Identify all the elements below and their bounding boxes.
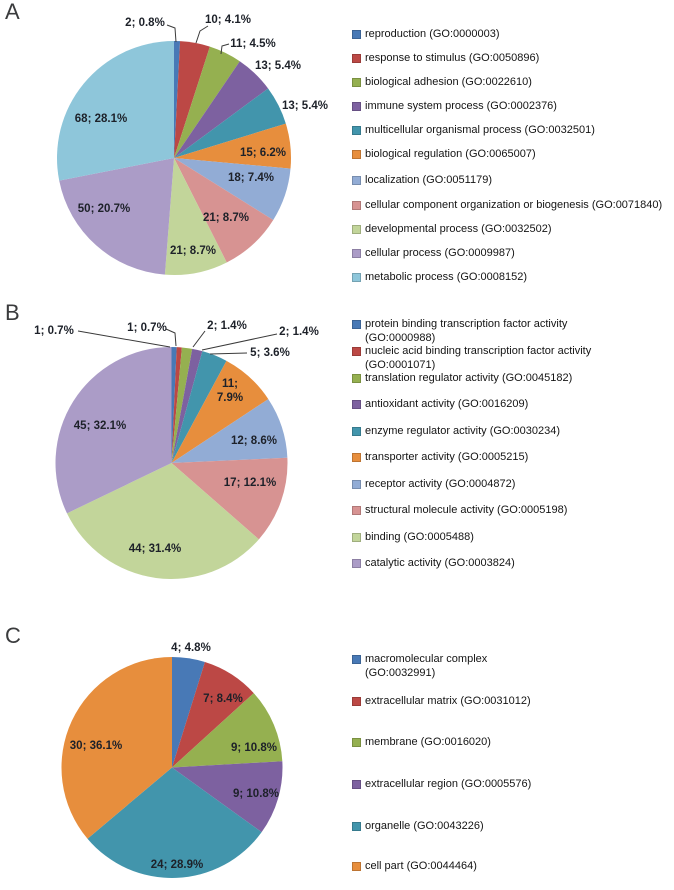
legend-swatch-a-6 [352, 176, 361, 185]
legend-label-b-0: protein binding transcription factor activity (GO:0000988) [365, 318, 568, 344]
legend-swatch-a-10 [352, 273, 361, 282]
legend-label-a-9: cellular process (GO:0009987) [365, 247, 515, 259]
legend-a [0, 0, 674, 300]
legend-item-b-0 [352, 317, 567, 345]
legend-item-c-0 [352, 652, 487, 680]
data-label-c-5: 30; 36.1% [69, 740, 123, 752]
data-label-a-8: 21; 8.7% [169, 245, 217, 257]
data-label-b-9: 45; 32.1% [73, 420, 127, 432]
legend-label-b-8: binding (GO:0005488) [365, 531, 474, 543]
legend-swatch-a-8 [352, 225, 361, 234]
legend-label-c-1: extracellular matrix (GO:0031012) [365, 695, 531, 707]
panel-b [0, 300, 674, 600]
data-label-c-2: 9; 10.8% [230, 742, 278, 754]
legend-swatch-a-4 [352, 126, 361, 135]
legend-label-a-0: reproduction (GO:0000003) [365, 28, 500, 40]
data-label-a-0: 2; 0.8% [125, 17, 165, 29]
legend-label-a-5: biological regulation (GO:0065007) [365, 148, 536, 160]
legend-swatch-a-2 [352, 78, 361, 87]
legend-swatch-a-3 [352, 102, 361, 111]
data-label-b-3: 2; 1.4% [279, 326, 319, 338]
legend-b [0, 300, 674, 600]
legend-label-c-4: organelle (GO:0043226) [365, 820, 484, 832]
legend-swatch-a-7 [352, 201, 361, 210]
panel-b-letter: B [5, 300, 20, 325]
legend-item-a-5 [352, 147, 536, 161]
legend-item-b-5 [352, 450, 528, 464]
legend-label-a-6: localization (GO:0051179) [365, 174, 492, 186]
panel-a [0, 0, 674, 300]
legend-item-a-7 [352, 198, 662, 212]
legend-swatch-a-0 [352, 30, 361, 39]
data-label-b-4: 5; 3.6% [250, 347, 290, 359]
data-label-b-8: 44; 31.4% [128, 543, 182, 555]
legend-item-b-1 [352, 344, 591, 372]
legend-swatch-c-4 [352, 822, 361, 831]
legend-swatch-c-5 [352, 862, 361, 871]
legend-item-b-3 [352, 397, 528, 411]
legend-swatch-b-5 [352, 453, 361, 462]
legend-label-b-1: nucleic acid binding transcription factor activity (GO:0001071) [365, 345, 592, 371]
data-label-b-5: 11; 7.9% [216, 378, 244, 404]
legend-label-a-7: cellular component organization or biogenesis (GO:0071840) [365, 199, 663, 211]
legend-swatch-c-1 [352, 697, 361, 706]
legend-item-c-3 [352, 777, 531, 791]
legend-item-c-4 [352, 819, 484, 833]
legend-swatch-b-4 [352, 427, 361, 436]
legend-label-a-3: immune system process (GO:0002376) [365, 100, 557, 112]
legend-label-b-4: enzyme regulator activity (GO:0030234) [365, 425, 561, 437]
legend-item-b-8 [352, 530, 474, 544]
data-label-b-6: 12; 8.6% [230, 435, 278, 447]
legend-swatch-b-7 [352, 506, 361, 515]
data-label-a-2: 11; 4.5% [230, 38, 276, 50]
legend-swatch-c-0 [352, 655, 361, 664]
legend-swatch-c-2 [352, 738, 361, 747]
legend-item-a-6 [352, 173, 492, 187]
data-label-a-10: 68; 28.1% [74, 113, 128, 125]
legend-item-a-4 [352, 123, 595, 137]
legend-label-b-3: antioxidant activity (GO:0016209) [365, 398, 529, 410]
legend-item-b-2 [352, 371, 572, 385]
legend-label-a-4: multicellular organismal process (GO:0032501) [365, 124, 595, 136]
data-label-c-4: 24; 28.9% [150, 859, 204, 871]
legend-swatch-a-1 [352, 54, 361, 63]
legend-label-a-10: metabolic process (GO:0008152) [365, 271, 528, 283]
legend-item-b-4 [352, 424, 560, 438]
legend-swatch-a-9 [352, 249, 361, 258]
legend-item-b-7 [352, 503, 567, 517]
legend-c [0, 600, 674, 890]
legend-item-a-10 [352, 270, 527, 284]
legend-swatch-b-3 [352, 400, 361, 409]
legend-item-a-8 [352, 222, 552, 236]
data-label-a-3: 13; 5.4% [254, 60, 302, 72]
panel-c [0, 600, 674, 890]
data-label-c-1: 7; 8.4% [203, 693, 243, 705]
legend-label-b-6: receptor activity (GO:0004872) [365, 478, 516, 490]
data-label-b-1: 1; 0.7% [127, 322, 167, 334]
data-label-c-0: 4; 4.8% [171, 642, 211, 654]
data-label-a-4: 13; 5.4% [281, 100, 329, 112]
legend-item-b-9 [352, 556, 515, 570]
data-label-c-3: 9; 10.8% [232, 788, 280, 800]
panel-c-letter: C [5, 623, 21, 648]
legend-label-b-7: structural molecule activity (GO:0005198) [365, 504, 568, 516]
legend-label-c-3: extracellular region (GO:0005576) [365, 778, 532, 790]
data-label-a-1: 10; 4.1% [204, 14, 252, 26]
legend-label-a-8: developmental process (GO:0032502) [365, 223, 552, 235]
legend-label-c-5: cell part (GO:0044464) [365, 860, 477, 872]
legend-label-b-5: transporter activity (GO:0005215) [365, 451, 529, 463]
data-label-a-7: 21; 8.7% [202, 212, 250, 224]
legend-swatch-b-0 [352, 320, 361, 329]
legend-item-a-2 [352, 75, 532, 89]
data-label-a-9: 50; 20.7% [77, 203, 131, 215]
legend-label-c-0: macromolecular complex (GO:0032991) [365, 653, 488, 679]
legend-swatch-a-5 [352, 150, 361, 159]
legend-item-c-2 [352, 735, 491, 749]
legend-swatch-c-3 [352, 780, 361, 789]
legend-item-a-9 [352, 246, 515, 260]
legend-label-b-2: translation regulator activity (GO:0045182) [365, 372, 573, 384]
legend-swatch-b-2 [352, 374, 361, 383]
legend-label-c-2: membrane (GO:0016020) [365, 736, 491, 748]
legend-swatch-b-6 [352, 480, 361, 489]
legend-label-a-2: biological adhesion (GO:0022610) [365, 76, 532, 88]
legend-item-a-0 [352, 27, 500, 41]
legend-item-a-3 [352, 99, 557, 113]
legend-item-b-6 [352, 477, 515, 491]
legend-item-c-5 [352, 859, 477, 873]
data-label-a-5: 15; 6.2% [239, 147, 287, 159]
legend-item-a-1 [352, 51, 539, 65]
data-label-b-7: 17; 12.1% [223, 477, 277, 489]
legend-item-c-1 [352, 694, 531, 708]
legend-label-a-1: response to stimulus (GO:0050896) [365, 52, 540, 64]
legend-swatch-b-8 [352, 533, 361, 542]
legend-swatch-b-9 [352, 559, 361, 568]
panel-a-letter: A [5, 0, 20, 24]
legend-swatch-b-1 [352, 347, 361, 356]
legend-label-b-9: catalytic activity (GO:0003824) [365, 557, 515, 569]
data-label-b-0: 1; 0.7% [34, 325, 74, 337]
data-label-a-6: 18; 7.4% [227, 172, 275, 184]
data-label-b-2: 2; 1.4% [207, 320, 247, 332]
